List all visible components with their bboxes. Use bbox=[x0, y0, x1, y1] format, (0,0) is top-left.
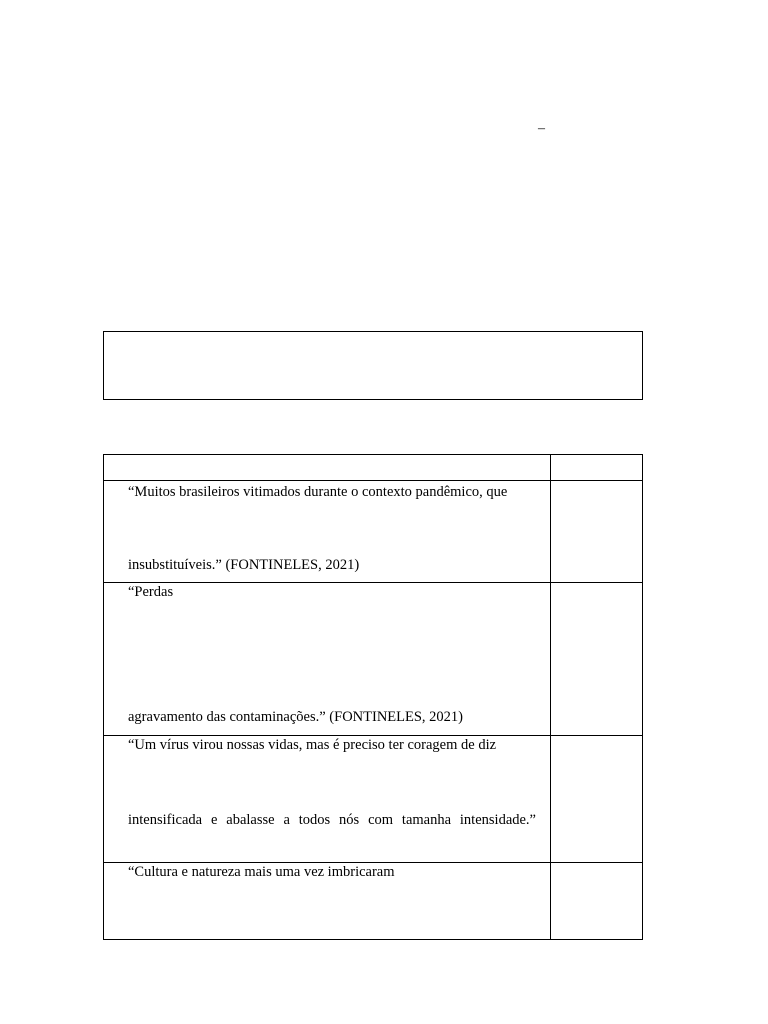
quotes-table bbox=[103, 454, 643, 940]
table-header-row bbox=[104, 455, 643, 481]
table-row bbox=[104, 481, 643, 583]
quote-first-line: “Um vírus virou nossas vidas, mas é preciso ter coragem de diz bbox=[128, 737, 497, 753]
quote-cell bbox=[104, 736, 551, 863]
quote-last-line: agravamento das contaminações.” (FONTINELES, 2021) bbox=[128, 709, 464, 725]
quote-last-line: insubstituíveis.” (FONTINELES, 2021) bbox=[128, 557, 360, 573]
empty-text-box bbox=[103, 331, 643, 400]
side-cell bbox=[551, 583, 643, 736]
table-row bbox=[104, 863, 643, 940]
quote-cell bbox=[104, 583, 551, 736]
table-row bbox=[104, 583, 643, 736]
quote-first-line: “Cultura e natureza mais uma vez imbricaram bbox=[128, 864, 395, 880]
side-cell bbox=[551, 736, 643, 863]
header-dash: – bbox=[538, 121, 545, 136]
header-cell-side bbox=[551, 455, 643, 481]
quote-cell bbox=[104, 481, 551, 583]
quote-first-line: “Perdas bbox=[128, 584, 174, 600]
header-cell-quote bbox=[104, 455, 551, 481]
table-row bbox=[104, 736, 643, 863]
quote-cell bbox=[104, 863, 551, 940]
side-cell bbox=[551, 863, 643, 940]
quote-last-line: intensificada e abalasse a todos nós com tamanha intensidade.” bbox=[128, 812, 536, 828]
side-cell bbox=[551, 481, 643, 583]
quote-first-line: “Muitos brasileiros vitimados durante o contexto pandêmico, que bbox=[128, 484, 508, 500]
